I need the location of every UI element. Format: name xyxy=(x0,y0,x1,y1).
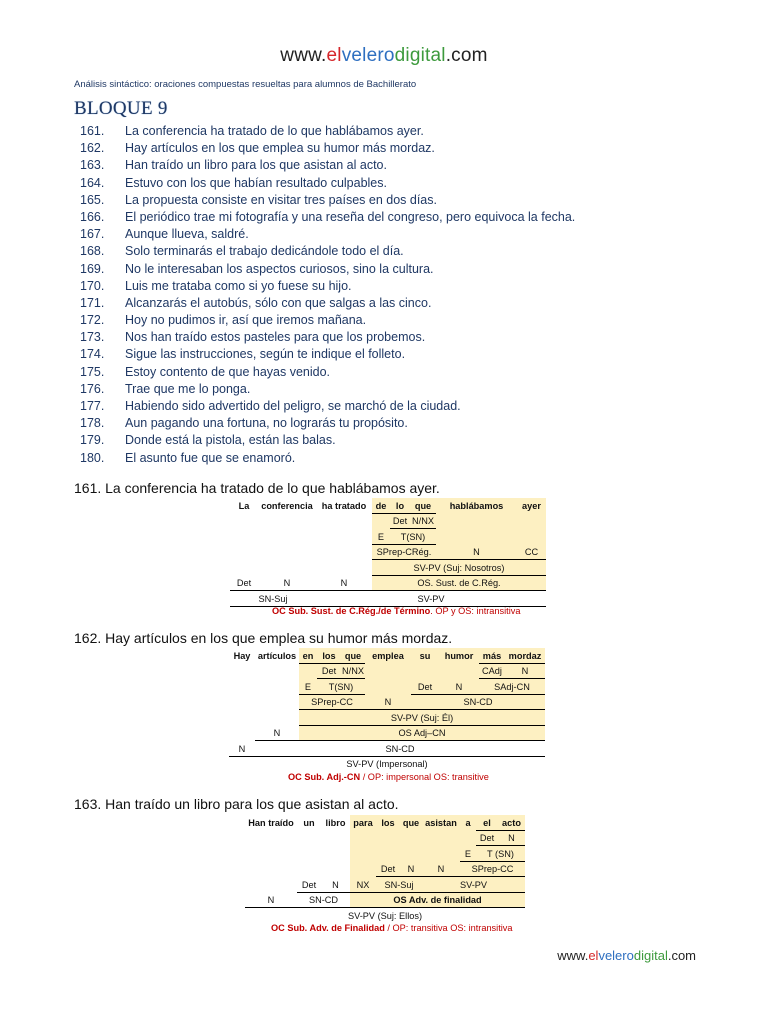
word: de xyxy=(372,498,390,513)
list-item: 180. El asunto fue que se enamoró. xyxy=(80,450,296,465)
list-item: 167. Aunque llueva, saldré. xyxy=(80,227,249,242)
label: N xyxy=(498,830,525,846)
word: que xyxy=(400,815,422,830)
label: SAdj-CN xyxy=(479,679,545,695)
site-com: .com xyxy=(445,45,488,66)
word: conferencia xyxy=(261,501,313,511)
label: N xyxy=(255,725,299,741)
label: T(SN) xyxy=(317,679,365,695)
list-item: 173. Nos han traído estos pasteles para que los probemos. xyxy=(80,330,426,345)
label: SV-PV xyxy=(316,591,546,607)
label: SV-PV (Impersonal) xyxy=(346,759,428,769)
word: lo xyxy=(390,498,410,513)
analysis-table-162 xyxy=(229,648,545,771)
site-digital: digital xyxy=(633,948,668,963)
word: artículos xyxy=(257,651,297,661)
label: OS. Sust. de C.Rég. xyxy=(372,575,546,591)
label: SV-PV (Suj: Él) xyxy=(299,710,545,726)
label: SPrep-CC xyxy=(299,694,365,710)
analysis-table-161 xyxy=(230,498,546,607)
label: SPrep-CC xyxy=(460,861,525,877)
label: Det xyxy=(297,877,321,893)
example-161-heading: 161. La conferencia ha tratado de lo que hablábamos ayer. xyxy=(74,480,440,496)
label: E xyxy=(460,846,476,862)
word: hablábamos xyxy=(436,498,517,513)
word: el xyxy=(476,815,498,830)
label: SV-PV (Suj: Nosotros) xyxy=(372,560,546,576)
list-item: 163. Han traído un libro para los que asistan al acto. xyxy=(80,158,387,173)
list-item: 172. Hoy no pudimos ir, así que iremos mañana. xyxy=(80,313,367,328)
list-item: 171. Alcanzarás el autobús, sólo con que salgas a las cinco. xyxy=(80,295,432,310)
word: asistan xyxy=(422,815,460,830)
list-item: 177. Habiendo sido advertido del peligro, se marchó de la ciudad. xyxy=(80,399,461,413)
word: un xyxy=(303,818,315,828)
label: Det xyxy=(376,861,400,877)
label: Det xyxy=(390,513,410,529)
label: SV-PV xyxy=(422,877,525,893)
label: N xyxy=(321,877,350,893)
label: N xyxy=(436,544,517,560)
label: CC xyxy=(517,544,546,560)
sentence-list xyxy=(80,123,575,467)
example-163-heading: 163. Han traído un libro para los que asistan al acto. xyxy=(74,796,399,812)
label: Det xyxy=(230,575,258,591)
label: SN-CD xyxy=(255,741,545,757)
section-title: BLOQUE 9 xyxy=(74,98,168,119)
word: que xyxy=(341,648,365,663)
label: N/NX xyxy=(410,513,436,529)
label: T (SN) xyxy=(476,846,525,862)
list-item: 170. Luis me trataba como si yo fuese su hijo. xyxy=(80,278,352,293)
list-item: 162. Hay artículos en los que emplea su humor más mordaz. xyxy=(80,141,435,156)
list-item: 169. No le interesaban los aspectos curiosos, sino la cultura. xyxy=(80,261,434,276)
list-item: 164. Estuvo con los que habían resultado culpables. xyxy=(80,175,387,190)
label: CAdj xyxy=(479,663,505,679)
word: los xyxy=(376,815,400,830)
analysis-caption-162: OC Sub. Adj.-CN / OP: impersonal OS: transitive xyxy=(288,772,489,782)
word: libro xyxy=(325,818,346,828)
site-velero: velero xyxy=(598,948,634,963)
label: SV-PV (Suj: Ellos) xyxy=(347,910,423,921)
word: Han traído xyxy=(248,818,294,828)
analysis-caption-161: OC Sub. Sust. de C.Rég./de Término. OP y OS: intransitiva xyxy=(272,606,521,616)
site-velero: velero xyxy=(341,45,395,66)
label: OS Adv. de finalidad xyxy=(350,892,525,908)
word: Hay xyxy=(233,651,251,661)
label: N xyxy=(229,741,255,757)
label: Det xyxy=(476,830,498,846)
site-www: www. xyxy=(280,45,327,66)
word: que xyxy=(410,498,436,513)
label: N xyxy=(400,861,422,877)
list-item: 161. La conferencia ha tratado de lo que hablábamos ayer. xyxy=(80,124,424,138)
label: Det xyxy=(411,679,439,695)
word: ayer xyxy=(517,498,546,513)
label: NX xyxy=(350,877,376,893)
word: acto xyxy=(498,815,525,830)
word: La xyxy=(238,501,250,511)
label: SN-CD xyxy=(411,694,545,710)
site-el: el xyxy=(326,45,342,66)
word: a xyxy=(460,815,476,830)
document-subtitle: Análisis sintáctico: oraciones compuestas resueltas para alumnos de Bachillerato xyxy=(74,79,417,90)
analysis-table-163 xyxy=(245,815,525,923)
list-item: 174. Sigue las instrucciones, según te indique el folleto. xyxy=(80,347,406,362)
label: Det xyxy=(317,663,341,679)
analysis-caption-163: OC Sub. Adv. de Finalidad / OP: transitiva OS: intransitiva xyxy=(271,923,513,933)
label: N xyxy=(505,663,545,679)
word: humor xyxy=(439,648,479,663)
word: ha tratado xyxy=(321,501,367,511)
list-item: 179. Donde está la pistola, están las balas. xyxy=(80,433,336,448)
site-com: .com xyxy=(667,948,696,963)
site-digital: digital xyxy=(394,45,446,66)
list-item: 168. Solo terminarás el trabajo dedicándole todo el día. xyxy=(80,244,404,259)
word: su xyxy=(411,648,439,663)
label: N xyxy=(245,892,297,908)
label: SN-Suj xyxy=(376,877,422,893)
label: N xyxy=(316,575,372,591)
label: N/NX xyxy=(341,663,365,679)
site-header[interactable] xyxy=(0,45,768,67)
list-item: 178. Aun pagando una fortuna, no lograrás tu propósito. xyxy=(80,416,408,431)
label: N xyxy=(422,861,460,877)
site-el: el xyxy=(588,948,599,963)
site-footer[interactable] xyxy=(557,948,696,963)
site-www: www. xyxy=(557,948,589,963)
list-item: 166. El periódico trae mi fotografía y una reseña del congreso, pero equivoca la fecha. xyxy=(80,209,576,224)
word: los xyxy=(317,648,341,663)
word: emplea xyxy=(365,648,411,663)
label: N xyxy=(258,575,316,591)
list-item: 176. Trae que me lo ponga. xyxy=(80,381,251,396)
example-162-heading: 162. Hay artículos en los que emplea su humor más mordaz. xyxy=(74,630,453,646)
label: SN-CD xyxy=(297,892,350,908)
label: SN-Suj xyxy=(230,591,316,607)
label: N xyxy=(365,694,411,710)
label: E xyxy=(299,679,317,695)
word: para xyxy=(350,815,376,830)
label: OS Adj–CN xyxy=(299,725,545,741)
label: T(SN) xyxy=(390,529,436,545)
list-item: 175. Estoy contento de que hayas venido. xyxy=(80,364,331,379)
word: en xyxy=(299,648,317,663)
word: mordaz xyxy=(505,648,545,663)
label: N xyxy=(439,679,479,695)
word: más xyxy=(479,648,505,663)
label: SPrep-CRég. xyxy=(372,544,436,560)
label: E xyxy=(372,529,390,545)
list-item: 165. La propuesta consiste en visitar tres países en dos días. xyxy=(80,192,437,207)
